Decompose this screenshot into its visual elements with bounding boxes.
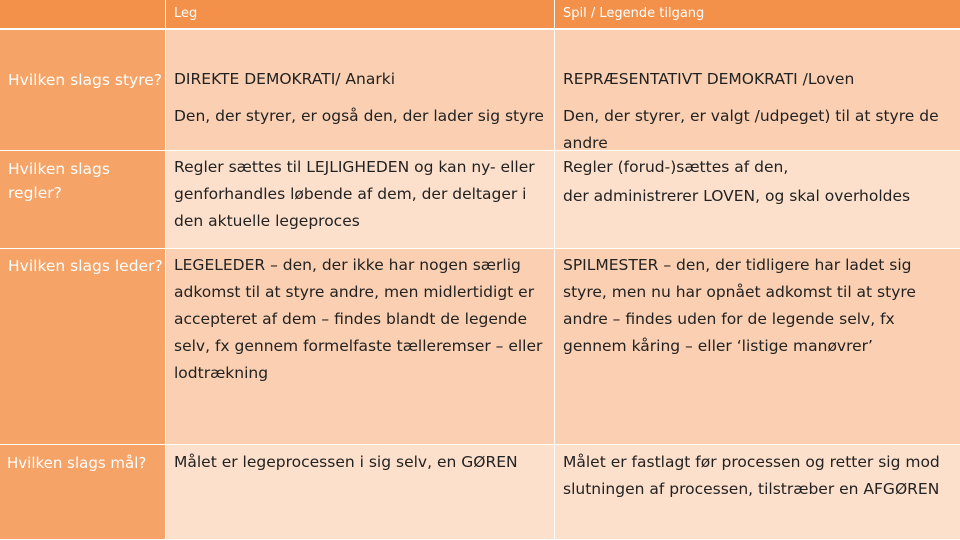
leg-styre-cell: [166, 30, 555, 151]
spacer: [174, 93, 548, 103]
row-label-text: Hvilken slags mål?: [7, 454, 147, 472]
row-label-maal: [0, 445, 166, 540]
spacer: [563, 93, 954, 103]
leg-regler-cell: [166, 151, 555, 249]
leg-styre-title: DIREKTE DEMOKRATI/ Anarki: [174, 70, 395, 88]
row-label-styre: [0, 30, 166, 151]
leg-leder-cell: [166, 249, 555, 445]
leg-regler-text: Regler sættes til LEJLIGHEDEN og kan ny- eller genforhandles løbende af dem, der deltager i den aktuelle legeproces: [174, 158, 535, 230]
spil-maal-cell: [555, 445, 960, 540]
header-corner: [0, 0, 166, 30]
spil-regler-cell: [555, 151, 960, 249]
leg-maal-cell: [166, 445, 555, 540]
row-label-text: Hvilken slags styre?: [8, 71, 162, 89]
leg-maal-text: Målet er legeprocessen i sig selv, en GØREN: [174, 453, 518, 471]
spil-leder-text: SPILMESTER – den, der tidligere har ladet sig styre, men nu har opnået adkomst til at styre andre – findes uden for de legende selv, fx gennem kåring – eller ‘listige manøvrer’: [563, 256, 916, 355]
row-label-text: Hvilken slags leder?: [8, 257, 163, 275]
spil-styre-cell: [555, 30, 960, 151]
spil-regler-line2: der administrerer LOVEN, og skal overholdes: [563, 187, 911, 205]
header-leg: Leg: [166, 0, 555, 30]
header-spil: Spil / Legende tilgang: [555, 0, 960, 30]
spil-regler-line1: Regler (forud-)sættes af den,: [563, 158, 789, 176]
row-label-regler: [0, 151, 166, 249]
spil-styre-title: REPRÆSENTATIVT DEMOKRATI /Loven: [563, 70, 855, 88]
spil-styre-desc: Den, der styrer, er valgt /udpeget) til at styre de andre: [563, 107, 939, 151]
row-label-leder: [0, 249, 166, 445]
spil-maal-text: Målet er fastlagt før processen og retter sig mod slutningen af processen, tilstræber en AFGØREN: [563, 453, 940, 498]
row-label-text: Hvilken slags regler?: [8, 160, 110, 202]
leg-leder-text: LEGELEDER – den, der ikke har nogen særlig adkomst til at styre andre, men midlertidigt er accepteret af dem – findes blandt de legende selv, fx gennem formelfaste tælleremser – eller lodtrækning: [174, 256, 543, 382]
spil-leder-cell: [555, 249, 960, 445]
leg-styre-desc: Den, der styrer, er også den, der lader sig styre: [174, 107, 544, 125]
